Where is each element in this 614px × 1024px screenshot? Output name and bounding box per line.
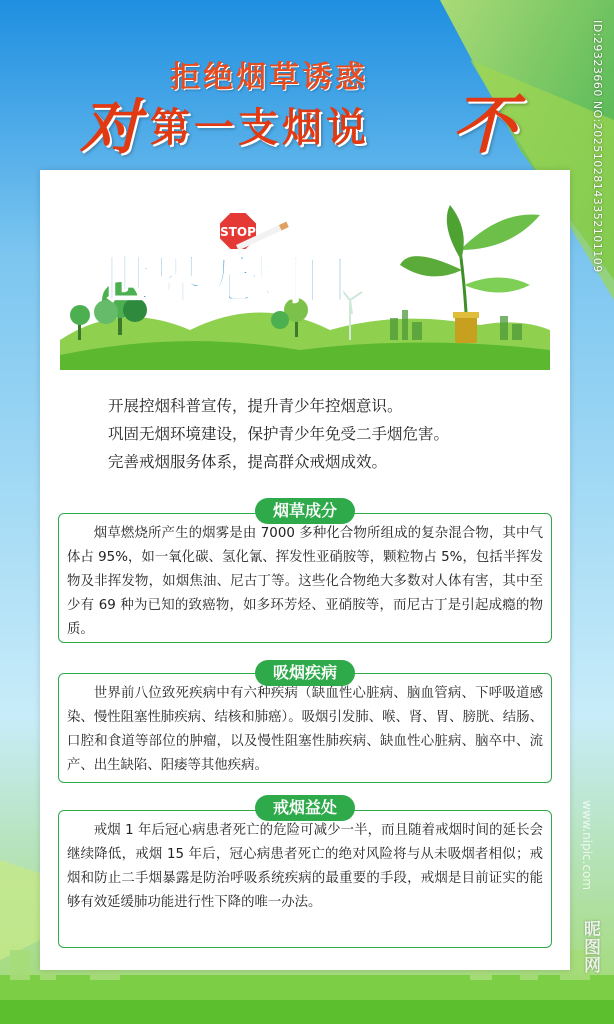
section-title: 吸烟疾病 [255,660,355,686]
section-title: 烟草成分 [255,498,355,524]
world-no-tobacco-day-banner [60,190,550,370]
section-tobacco-components [58,513,552,643]
intro-line-3: 完善戒烟服务体系，提高群众戒烟成效。 [108,453,388,471]
slogan-main-middle: 第一支烟说 [150,104,370,151]
content-card [40,170,570,970]
intro-line-2: 巩固无烟环境建设，保护青少年免受二手烟危害。 [108,425,450,443]
slogan-main-char-3: 不 [452,88,516,163]
stop-sign-text: STOP [220,225,256,239]
intro-text [108,392,449,476]
section-title: 戒烟益处 [255,795,355,821]
section-quit-benefits [58,810,552,948]
section-smoking-diseases [58,673,552,783]
section-body: 戒烟 1 年后冠心病患者死亡的危险可减少一半，而且随着戒烟时间的延长会继续降低，戒烟 15 年后，冠心病患者死亡的绝对风险将与从未吸烟者相似；戒烟和防止二手烟暴露是防治呼吸系统疾病的最重要的手段，戒烟是目前证实的能够有效延缓肺功能进行性下降的唯一办法。 [67,823,543,910]
intro-line-1: 开展控烟科普宣传，提升青少年控烟意识。 [108,397,403,415]
banner-title: 世界无烟日 [100,251,351,311]
section-body: 烟草燃烧所产生的烟雾是由 7000 多种化合物所组成的复杂混合物，其中气体占 95%，如一氧化碳、氢化氰、挥发性亚硝胺等，颗粒物占 5%，包括半挥发物及非挥发物，如烟焦油、尼古丁等。这些化合物绝大多数对人体有害，其中至少有 69 种为已知的致癌物，如多环芳烃、亚硝胺等，而尼古丁是引起成瘾的物质。 [67,526,543,637]
slogan-main [80,88,520,163]
watermark-url: www.nipic.com [580,800,594,891]
watermark-logo: 昵图网 [580,920,600,974]
section-body: 世界前八位致死疾病中有六种疾病（缺血性心脏病、脑血管病、下呼吸道感染、慢性阻塞性肺疾病、结核和肺癌）。吸烟引发肺、喉、肾、胃、膀胱、结肠、口腔和食道等部位的肿瘤，以及慢性阻塞性肺疾病、缺血性心脏病、脑卒中、流产、出生缺陷、阳痿等其他疾病。 [67,686,543,773]
slogan-top: 拒绝烟草诱惑 [170,60,368,95]
slogan-main-char-1: 对 [80,93,140,163]
image-id-text: ID:29323660 NO:20251028143352101109 [591,20,604,273]
